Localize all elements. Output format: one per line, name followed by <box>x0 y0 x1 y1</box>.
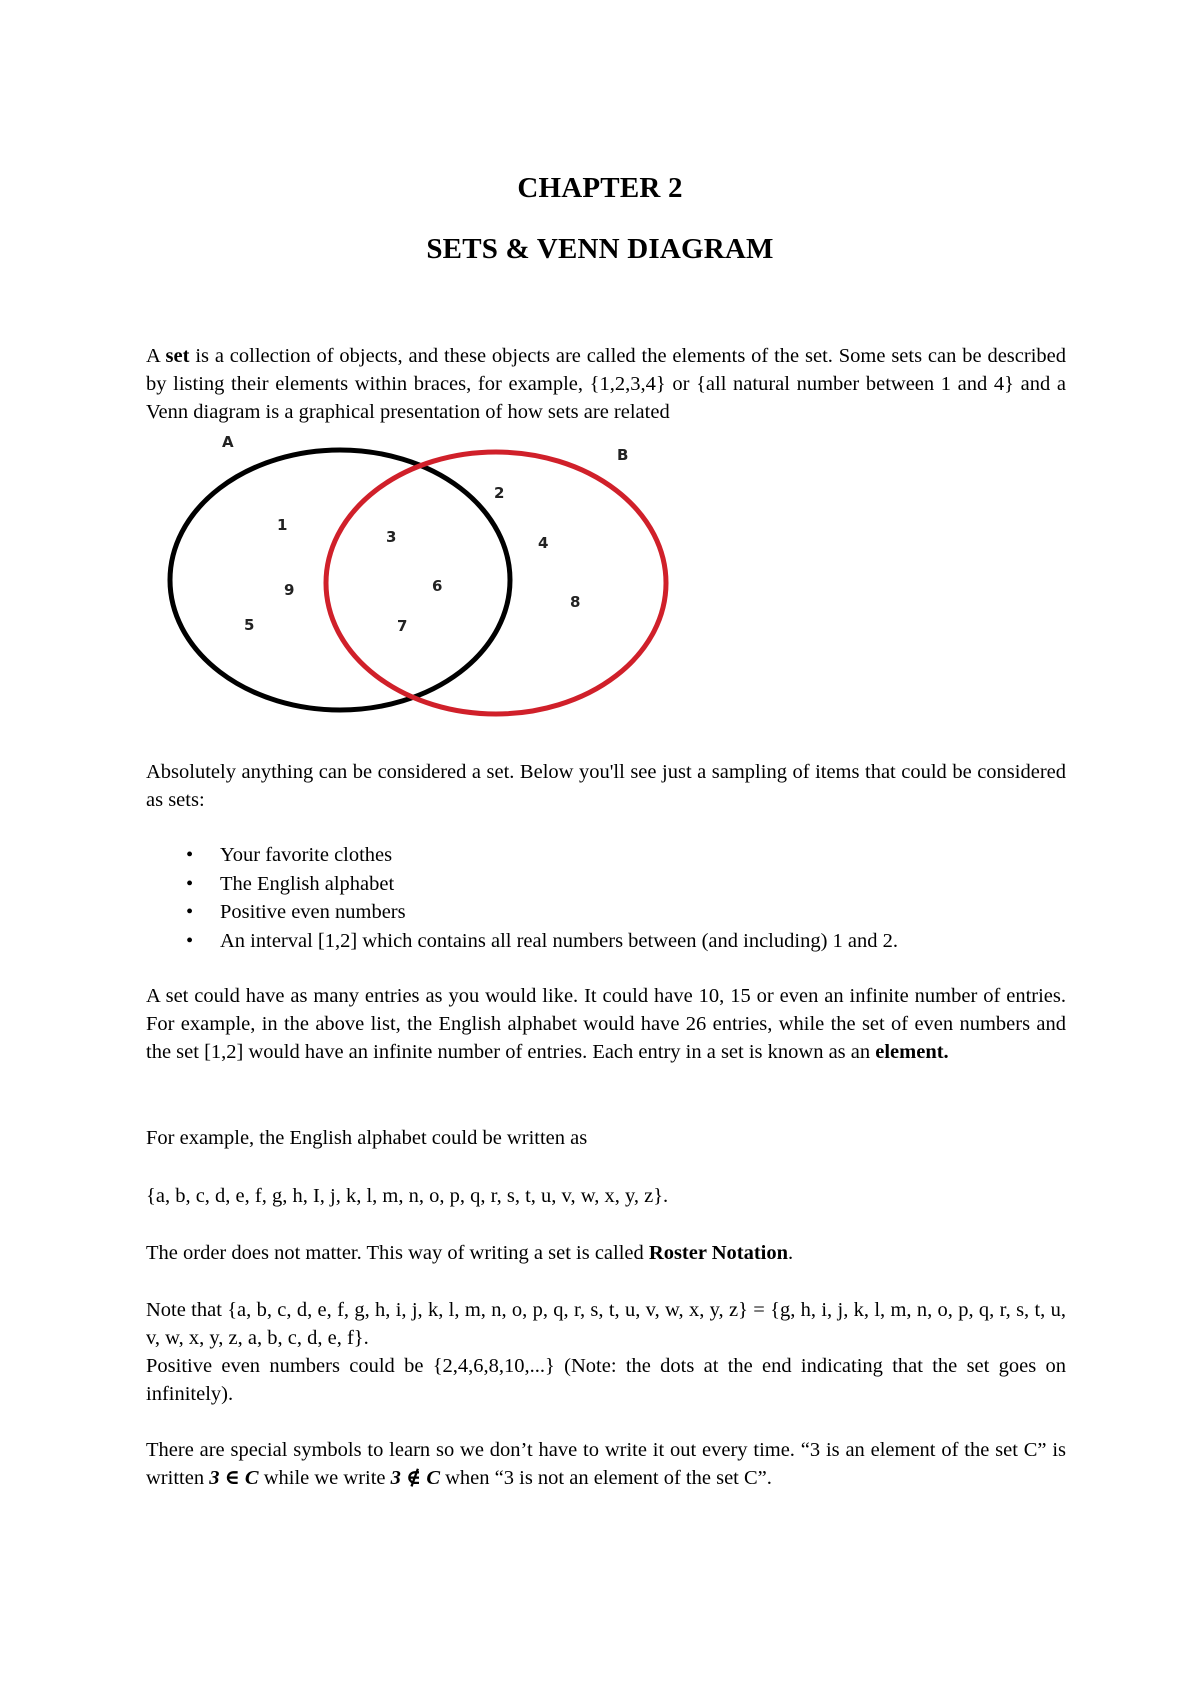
venn-element: 3 <box>386 528 397 546</box>
intro-post: is a collection of objects, and these objects are called the elements of the set. Some sets can be described by listing their elements within braces, for example, {1,2,3,4} or {all natural number between 1 and 4} and a Venn diagram is a graphical presentation of how sets are related <box>146 345 1066 423</box>
symbols-post: when “3 is not an element of the set C”. <box>440 1467 772 1489</box>
alphabet-set <box>146 1182 1066 1210</box>
note-paragraph <box>146 1296 1066 1408</box>
venn-element: 9 <box>284 581 295 599</box>
alphabet-intro <box>146 1124 1066 1152</box>
bullet-icon: • <box>186 929 194 952</box>
venn-element: 7 <box>397 617 408 635</box>
alphabet-set-text: {a, b, c, d, e, f, g, h, I, j, k, l, m, n, o, p, q, r, s, t, u, v, w, x, y, z}. <box>146 1185 669 1207</box>
alphabet-intro-text: For example, the English alphabet could be written as <box>146 1127 588 1149</box>
set-a-label: A <box>222 433 234 451</box>
order-paragraph <box>146 1239 1066 1267</box>
list-item <box>146 870 1106 899</box>
note-line-2: Positive even numbers could be {2,4,6,8,10,...} (Note: the dots at the end indicating that the set goes on infinitely). <box>146 1355 1066 1405</box>
venn-element: 4 <box>538 534 549 552</box>
examples-list <box>146 841 1106 955</box>
list-item-text: The English alphabet <box>220 872 395 895</box>
list-item <box>146 898 1106 927</box>
venn-diagram <box>160 430 680 720</box>
symbols-paragraph <box>146 1436 1066 1492</box>
anything-paragraph <box>146 758 1066 814</box>
venn-element: 2 <box>494 484 505 502</box>
venn-element: 1 <box>277 516 288 534</box>
list-item <box>146 927 1106 956</box>
list-item-text: Positive even numbers <box>220 901 406 923</box>
intro-pre: A <box>146 345 166 367</box>
bullet-icon: • <box>186 872 194 895</box>
entries-paragraph <box>146 982 1066 1066</box>
entries-pre: A set could have as many entries as you would like. It could have 10, 15 or even an infinite number of entries. For example, in the above list, the English alphabet would have 26 entries, while the set of even numbers and the set [1,2] would have an infinite number of entries. Each entry in a set is known as an <box>146 985 1066 1063</box>
order-post: . <box>788 1242 794 1264</box>
bullet-icon: • <box>186 844 194 866</box>
list-item-text: Your favorite clothes <box>220 844 393 866</box>
intro-keyword: set <box>165 345 190 367</box>
order-pre: The order does not matter. This way of writing a set is called <box>146 1242 649 1264</box>
intro-paragraph <box>146 342 1066 426</box>
symbols-mid: while we write <box>258 1467 391 1489</box>
chapter-number: CHAPTER 2 <box>517 172 683 204</box>
anything-text: Absolutely anything can be considered a set. Below you'll see just a sampling of items that could be considered as sets: <box>146 761 1066 811</box>
entries-keyword: element. <box>875 1041 949 1063</box>
venn-element: 5 <box>244 616 255 634</box>
venn-element: 8 <box>570 593 581 611</box>
set-a-circle <box>170 450 510 710</box>
list-item <box>146 841 1106 870</box>
set-b-label: B <box>617 446 629 464</box>
not-member-notation: 3 ∉ C <box>390 1467 440 1489</box>
order-keyword: Roster Notation <box>648 1242 789 1264</box>
member-notation: 3 ∈ C <box>209 1467 259 1489</box>
bullet-icon: • <box>186 901 194 923</box>
note-line-1: Note that {a, b, c, d, e, f, g, h, i, j, k, l, m, n, o, p, q, r, s, t, u, v, w, x, y, z} = {g, h, i, j, k, l, m, n, o, p, q, r, s, t, u, v, w, x, y, z, a, b, c, d, e, f}. <box>146 1299 1066 1349</box>
list-item-text: An interval [1,2] which contains all real numbers between (and including) 1 and 2. <box>220 929 899 952</box>
symbols-pre: There are special symbols to learn so we don’t have to write it out every time. “3 is an element of the set C” is written <box>146 1439 1066 1489</box>
venn-element: 6 <box>432 577 443 595</box>
chapter-title: SETS & VENN DIAGRAM <box>426 233 774 265</box>
